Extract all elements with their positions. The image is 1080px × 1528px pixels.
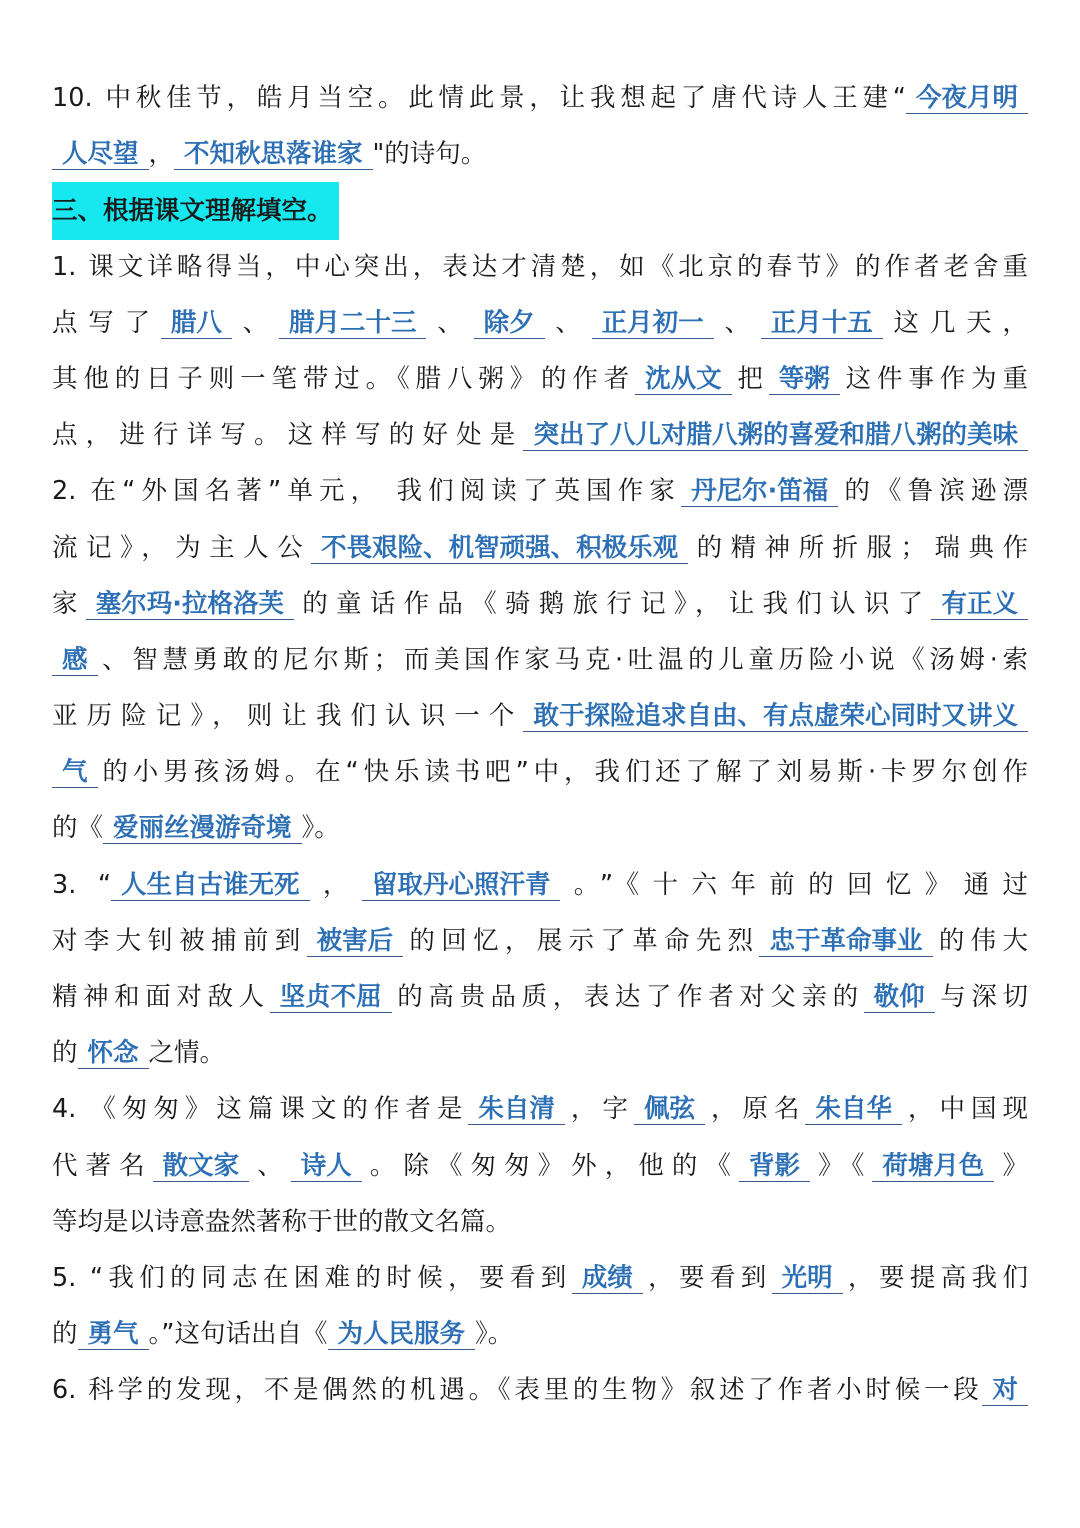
text-segment: ，要提高我们 bbox=[842, 1262, 1028, 1293]
answer-blank: 背影 bbox=[739, 1151, 810, 1182]
answer-blank: 佩弦 bbox=[634, 1094, 705, 1125]
answer-blank: 荷塘月色 bbox=[872, 1151, 994, 1182]
text-line bbox=[52, 576, 1028, 632]
answer-blank: 对 bbox=[982, 1375, 1028, 1406]
text-segment: 的回忆，展示了革命先烈 bbox=[403, 925, 760, 956]
text-segment: 、 bbox=[231, 307, 279, 338]
text-segment: 与深切 bbox=[934, 982, 1028, 1012]
answer-blank: 正月初一 bbox=[592, 308, 714, 339]
text-segment: 。”《十六年前的回忆》通过 bbox=[560, 869, 1028, 900]
text-line bbox=[52, 969, 1028, 1025]
text-line bbox=[52, 407, 1028, 463]
text-segment: 代著名 bbox=[52, 1150, 153, 1181]
text-segment: 流记》，为主人公 bbox=[52, 532, 312, 563]
answer-blank: 沈从文 bbox=[635, 364, 732, 395]
answer-blank: 腊月二十三 bbox=[279, 308, 427, 339]
answer-blank: 除夕 bbox=[474, 308, 545, 339]
answer-blank: 朱自清 bbox=[468, 1094, 565, 1125]
text-line bbox=[52, 239, 1028, 295]
answer-blank: 留取丹心照汗青 bbox=[362, 870, 561, 901]
text-segment: 1. 课文详略得当，中心突出，表达才清楚，如《北京的春节》的作者老舍重 bbox=[52, 251, 1028, 282]
text-line bbox=[52, 1081, 1028, 1137]
text-segment: ，字 bbox=[564, 1094, 634, 1125]
answer-blank: 敢于探险追求自由、有点虚荣心同时又讲义 bbox=[523, 701, 1028, 732]
answer-blank: 塞尔玛·拉格洛芙 bbox=[86, 589, 294, 620]
text-segment: 点写了 bbox=[52, 307, 161, 338]
answer-blank: 敬仰 bbox=[864, 982, 935, 1013]
text-segment: 5. “我们的同志在困难的时候，要看到 bbox=[52, 1262, 572, 1293]
text-segment: 的高贵品质，表达了作者对父亲的 bbox=[391, 982, 864, 1012]
text-segment: 》《 bbox=[809, 1150, 873, 1181]
text-segment: 之情。 bbox=[148, 1038, 226, 1069]
answer-blank: 等粥 bbox=[769, 364, 840, 395]
text-line bbox=[52, 744, 1028, 800]
text-segment: 的小男孩汤姆。在“快乐读书吧”中，我们还了解了刘易斯·卡罗尔创作 bbox=[97, 757, 1028, 788]
answer-blank: 光明 bbox=[772, 1263, 843, 1294]
answer-blank: 为人民服务 bbox=[328, 1319, 476, 1350]
text-segment: ，要看到 bbox=[642, 1262, 772, 1293]
text-segment: 三、根据课文理解填空。 bbox=[52, 196, 333, 227]
text-segment: 的伟大 bbox=[932, 925, 1028, 956]
text-segment: 的《鲁滨逊漂 bbox=[838, 476, 1028, 507]
text-segment: ，原名 bbox=[704, 1094, 806, 1125]
answer-blank: 朱自华 bbox=[805, 1094, 902, 1125]
text-line bbox=[52, 688, 1028, 744]
text-segment: 的 bbox=[52, 1038, 78, 1069]
text-segment: 》。 bbox=[475, 1319, 514, 1350]
text-segment: 3. “ bbox=[52, 869, 112, 900]
text-segment: 家 bbox=[52, 588, 86, 619]
text-line bbox=[52, 351, 1028, 407]
text-segment: 对李大钊被捕前到 bbox=[52, 925, 307, 956]
text-segment: 2. 在“外国名著”单元， 我们阅读了英国作家 bbox=[52, 476, 682, 507]
answer-blank: 被害后 bbox=[307, 926, 404, 957]
text-segment: 等均是以诗意盎然著称于世的散文名篇。 bbox=[52, 1206, 512, 1237]
text-line bbox=[52, 1194, 1028, 1250]
text-line bbox=[52, 1306, 1028, 1362]
answer-blank: 突出了八儿对腊八粥的喜爱和腊八粥的美味 bbox=[523, 420, 1028, 451]
text-line bbox=[52, 1362, 1028, 1418]
text-line bbox=[52, 70, 1028, 126]
text-segment: "的诗句。 bbox=[372, 139, 487, 170]
text-segment: 的精神所折服；瑞典作 bbox=[688, 532, 1028, 563]
text-line bbox=[52, 126, 1028, 182]
text-segment: 、 bbox=[426, 307, 474, 338]
answer-blank: 勇气 bbox=[78, 1319, 149, 1350]
text-line bbox=[52, 857, 1028, 913]
text-segment: ， bbox=[309, 869, 362, 900]
text-segment: 这几天， bbox=[882, 307, 1028, 338]
text-segment: 。除《匆匆》外，他的《 bbox=[361, 1150, 739, 1181]
text-segment: 亚历险记》，则让我们认识一个 bbox=[52, 701, 524, 732]
text-line bbox=[52, 1025, 1028, 1081]
text-line bbox=[52, 520, 1028, 576]
text-segment: 的《 bbox=[52, 813, 104, 844]
answer-blank: 坚贞不屈 bbox=[270, 982, 392, 1013]
text-segment: 、 bbox=[249, 1150, 291, 1181]
answer-blank: 今夜月明 bbox=[906, 83, 1028, 114]
text-line bbox=[52, 800, 1028, 856]
answer-blank: 不知秋思落谁家 bbox=[174, 139, 373, 170]
answer-blank: 怀念 bbox=[78, 1038, 149, 1069]
text-segment: ，中国现 bbox=[901, 1094, 1028, 1125]
text-line bbox=[52, 632, 1028, 688]
answer-blank: 不畏艰险、机智顽强、积极乐观 bbox=[311, 533, 688, 564]
answer-blank: 正月十五 bbox=[761, 308, 883, 339]
text-segment: 》。 bbox=[301, 813, 340, 844]
answer-blank: 爱丽丝漫游奇境 bbox=[103, 813, 302, 844]
text-segment: 》 bbox=[994, 1150, 1028, 1181]
text-segment: 把 bbox=[731, 363, 769, 394]
answer-blank: 成绩 bbox=[572, 1263, 643, 1294]
text-segment: 、智慧勇敢的尼尔斯；而美国作家马克·吐温的儿童历险小说《汤姆·索 bbox=[97, 644, 1028, 675]
text-segment: 点，进行详写。这样写的好处是 bbox=[52, 420, 524, 451]
text-line bbox=[52, 1138, 1028, 1194]
section-heading bbox=[52, 182, 339, 240]
answer-blank: 气 bbox=[52, 757, 98, 788]
text-segment: 。”这句话出自《 bbox=[148, 1319, 328, 1350]
answer-blank: 诗人 bbox=[291, 1151, 362, 1182]
answer-blank: 人尽望 bbox=[52, 139, 149, 170]
answer-blank: 腊八 bbox=[161, 308, 232, 339]
text-segment: 4. 《匆匆》这篇课文的作者是 bbox=[52, 1094, 469, 1125]
answer-blank: 感 bbox=[52, 645, 98, 676]
answer-blank: 丹尼尔·笛福 bbox=[681, 476, 838, 507]
text-segment: 精神和面对敌人 bbox=[52, 982, 270, 1012]
answer-blank: 人生自古谁无死 bbox=[111, 870, 310, 901]
text-segment: 10. 中秋佳节，皓月当空。此情此景，让我想起了唐代诗人王建“ bbox=[52, 83, 906, 113]
text-segment: 其他的日子则一笔带过。《腊八粥》的作者 bbox=[52, 363, 636, 394]
text-segment: ， bbox=[148, 139, 175, 170]
answer-blank: 散文家 bbox=[153, 1151, 250, 1182]
answer-blank: 有正义 bbox=[931, 589, 1028, 620]
worksheet-document bbox=[52, 70, 1028, 1419]
text-segment: 、 bbox=[713, 307, 761, 338]
text-segment: 、 bbox=[544, 307, 592, 338]
text-segment: 这件事作为重 bbox=[839, 363, 1028, 394]
text-segment: 的童话作品《骑鹅旅行记》，让我们认识了 bbox=[293, 588, 932, 619]
answer-blank: 忠于革命事业 bbox=[759, 926, 932, 957]
section-heading-line bbox=[52, 182, 1028, 238]
text-line bbox=[52, 463, 1028, 519]
text-line bbox=[52, 913, 1028, 969]
text-segment: 6. 科学的发现，不是偶然的机遇。《表里的生物》叙述了作者小时候一段 bbox=[52, 1375, 983, 1406]
text-line bbox=[52, 1250, 1028, 1306]
text-line bbox=[52, 295, 1028, 351]
text-segment: 的 bbox=[52, 1319, 78, 1350]
